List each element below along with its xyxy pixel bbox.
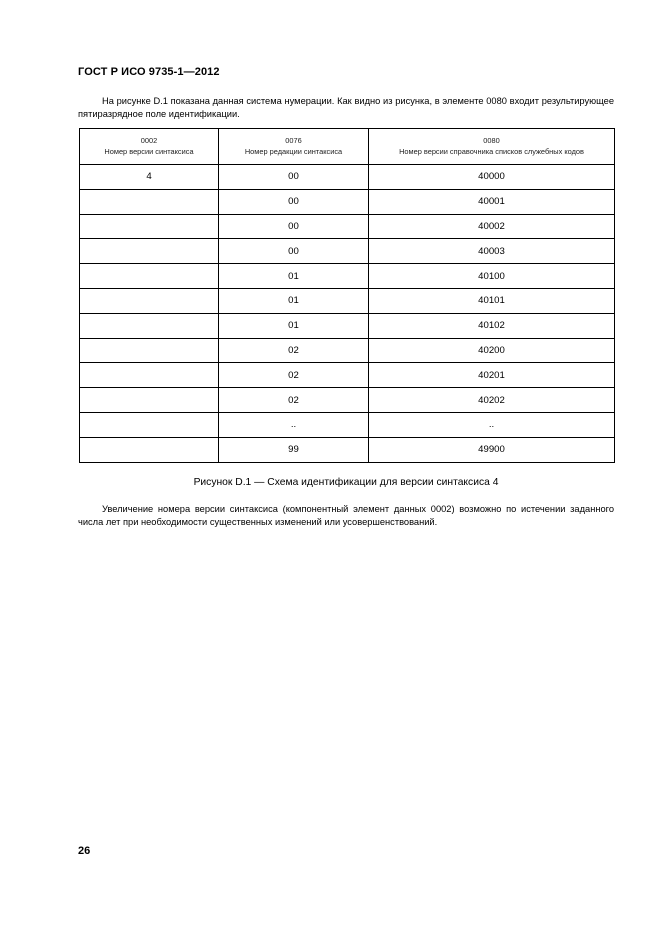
column-code: 0002 — [140, 136, 158, 145]
column-header — [369, 129, 615, 165]
table-cell — [80, 214, 219, 239]
table-cell: 40200 — [369, 338, 615, 363]
table-row — [80, 189, 615, 214]
column-code: 0076 — [285, 136, 302, 145]
standard-header: ГОСТ Р ИСО 9735-1—2012 — [78, 66, 220, 78]
table-cell: 4 — [80, 165, 219, 190]
column-title: Номер версии синтаксиса — [104, 146, 194, 156]
table-cell: 40102 — [369, 313, 615, 338]
table-cell — [80, 288, 219, 313]
table-cell: 49900 — [369, 437, 615, 462]
table-cell — [80, 363, 219, 388]
table-row — [80, 363, 615, 388]
table-cell: 01 — [219, 264, 369, 289]
outro-paragraph — [78, 503, 614, 528]
page-number: 26 — [78, 845, 91, 857]
table-cell: 40000 — [369, 165, 615, 190]
identification-table — [79, 128, 615, 463]
table-cell: 40003 — [369, 239, 615, 264]
table-cell: 40002 — [369, 214, 615, 239]
table-cell: 99 — [219, 437, 369, 462]
table-cell — [80, 338, 219, 363]
table-cell: 40202 — [369, 388, 615, 413]
table-cell: 02 — [219, 338, 369, 363]
table-cell: 00 — [219, 239, 369, 264]
column-title: Номер редакции синтаксиса — [244, 146, 343, 156]
table-cell — [80, 313, 219, 338]
table-row — [80, 214, 615, 239]
table-cell: 40101 — [369, 288, 615, 313]
table-cell: 00 — [219, 165, 369, 190]
table-row — [80, 338, 615, 363]
outro-text: Увеличение номера версии синтаксиса (компонентный элемент данных 0002) возможно по истечении заданного числа лет при необходимости существенных изменений или усовершенствований. — [78, 504, 614, 527]
table-cell — [80, 189, 219, 214]
table-cell: 40001 — [369, 189, 615, 214]
table-cell: 02 — [219, 388, 369, 413]
table-cell — [80, 412, 219, 437]
table-cell: .. — [219, 412, 369, 437]
table-row — [80, 412, 615, 437]
column-header — [80, 129, 219, 165]
table-cell: 02 — [219, 363, 369, 388]
table-cell — [80, 239, 219, 264]
intro-text: На рисунке D.1 показана данная система нумерации. Как видно из рисунка, в элементе 0080 входит результирующее пятиразрядное поле идентификации. — [78, 96, 614, 119]
table-cell: 01 — [219, 288, 369, 313]
table-cell: 40201 — [369, 363, 615, 388]
table-cell: 40100 — [369, 264, 615, 289]
intro-paragraph — [78, 95, 614, 120]
table-cell: 00 — [219, 214, 369, 239]
table-row — [80, 288, 615, 313]
table-cell: .. — [369, 412, 615, 437]
column-title: Номер версии справочника списков служебных кодов — [399, 146, 584, 156]
table-row — [80, 388, 615, 413]
column-code: 0080 — [483, 136, 500, 145]
table-row — [80, 239, 615, 264]
table-cell: 00 — [219, 189, 369, 214]
table-row — [80, 313, 615, 338]
table-cell — [80, 437, 219, 462]
figure-caption: Рисунок D.1 — Схема идентификации для версии синтаксиса 4 — [193, 477, 499, 488]
table-cell — [80, 264, 219, 289]
table-row — [80, 437, 615, 462]
table-cell: 01 — [219, 313, 369, 338]
table-row — [80, 264, 615, 289]
table-cell — [80, 388, 219, 413]
table-header-row — [80, 129, 615, 165]
column-header — [219, 129, 369, 165]
table-row — [80, 165, 615, 190]
